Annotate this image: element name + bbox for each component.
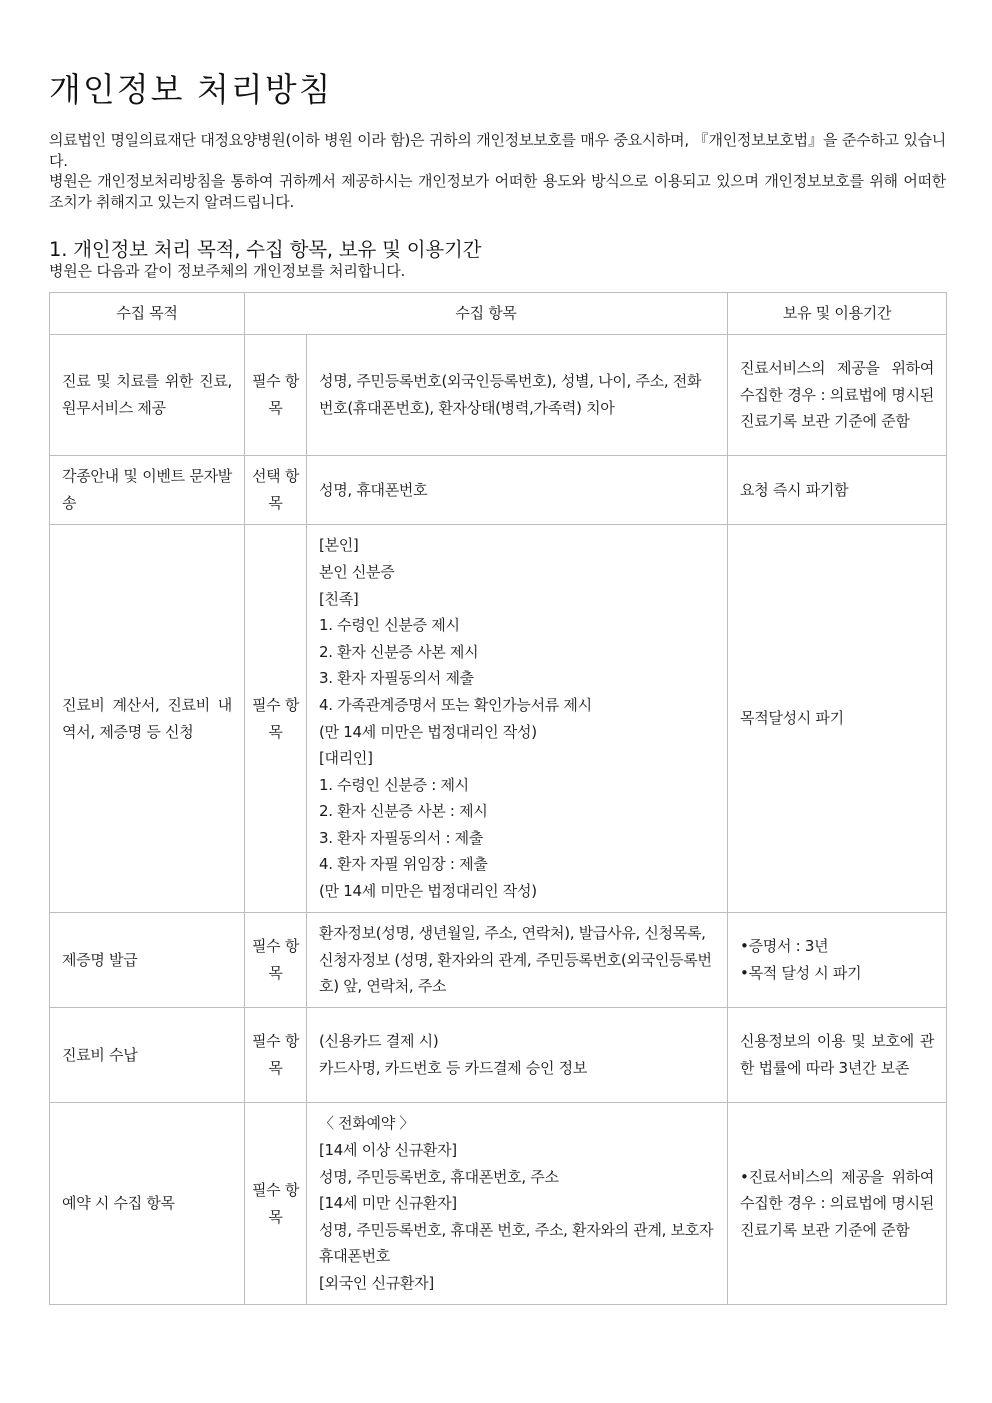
section-1-heading: 1. 개인정보 처리 목적, 수집 항목, 보유 및 이용기간	[49, 238, 482, 261]
section-1-description: 병원은 다음과 같이 정보주체의 개인정보를 처리합니다.	[49, 262, 406, 280]
personal-info-table	[49, 292, 947, 1305]
period-line: •목적 달성 시 파기	[740, 964, 862, 982]
period-cell: 신용정보의 이용 및 보호에 관한 법률에 따라 3년간 보존	[728, 1008, 947, 1103]
period-cell	[728, 913, 947, 1008]
purpose-cell: 예약 시 수집 항목	[50, 1103, 245, 1305]
period-line: •증명서 : 3년	[740, 937, 829, 956]
period-cell: 진료서비스의 제공을 위하여 수집한 경우 : 의료법에 명시된 진료기록 보관 기준에 준함	[728, 335, 947, 456]
item-line: (만 14세 미만은 법정대리인 작성)	[319, 882, 537, 901]
purpose-cell: 제증명 발급	[50, 913, 245, 1008]
item-line: 본인 신분증	[319, 562, 395, 581]
table-row	[50, 335, 947, 456]
kind-cell: 필수 항목	[245, 335, 307, 456]
item-line: [14세 미만 신규환자]	[319, 1194, 457, 1213]
item-line: 성명, 주민등록번호(외국인등록번호), 성별, 나이, 주소, 전화번호(휴대폰번호), 환자상태(병력,가족력) 치아	[319, 372, 702, 417]
item-line: 1. 수령인 신분증 제시	[319, 616, 460, 635]
item-line: 2. 환자 신분증 사본 : 제시	[319, 802, 488, 821]
item-line: 1. 수령인 신분증 : 제시	[319, 775, 469, 794]
table-row	[50, 1008, 947, 1103]
kind-cell: 선택 항목	[245, 456, 307, 525]
period-cell: •진료서비스의 제공을 위하여 수집한 경우 : 의료법에 명시된 진료기록 보관 기준에 준함	[728, 1103, 947, 1305]
item-line: 2. 환자 신분증 사본 제시	[319, 642, 479, 661]
items-cell	[307, 1008, 728, 1103]
item-line: 3. 환자 자필동의서 : 제출	[319, 828, 484, 847]
item-line: 환자정보(성명, 생년월일, 주소, 연락처), 발급사유, 신청목록, 신청자정보 (성명, 환자와의 관계, 주민등록번호(외국인등록번호) 앞, 연락처, 주소	[319, 924, 712, 996]
table-row	[50, 525, 947, 913]
item-line: [외국인 신규환자]	[319, 1273, 434, 1292]
item-line: (신용카드 결제 시)	[319, 1032, 439, 1051]
header-purpose: 수집 목적	[50, 293, 245, 335]
table-row	[50, 913, 947, 1008]
purpose-cell: 각종안내 및 이벤트 문자발송	[50, 456, 245, 525]
item-line: 성명, 휴대폰번호	[319, 480, 428, 499]
period-cell: 목적달성시 파기	[728, 525, 947, 913]
table-row	[50, 456, 947, 525]
item-line: 3. 환자 자필동의서 제출	[319, 669, 474, 688]
item-line: [대리인]	[319, 749, 373, 768]
table-header-row	[50, 293, 947, 335]
items-cell	[307, 1103, 728, 1305]
item-line: [친족]	[319, 589, 359, 608]
intro-paragraph-2: 병원은 개인정보처리방침을 통하여 귀하께서 제공하시는 개인정보가 어떠한 용도와 방식으로 이용되고 있으며 개인정보보호를 위해 어떠한 조치가 취해지고 있는지 알려드립니다.	[49, 172, 946, 211]
kind-cell: 필수 항목	[245, 913, 307, 1008]
item-line: 성명, 주민등록번호, 휴대폰 번호, 주소, 환자와의 관계, 보호자 휴대폰번호	[319, 1220, 714, 1266]
intro-paragraph-1: 의료법인 명일의료재단 대정요양병원(이하 병원 이라 함)은 귀하의 개인정보보호를 매우 중요시하며, 『개인정보보호법』을 준수하고 있습니다.	[49, 131, 946, 170]
page-title: 개인정보 처리방침	[49, 70, 333, 109]
purpose-cell: 진료 및 치료를 위한 진료,원무서비스 제공	[50, 335, 245, 456]
purpose-cell: 진료비 수납	[50, 1008, 245, 1103]
item-line: (만 14세 미만은 법정대리인 작성)	[319, 722, 537, 741]
kind-cell: 필수 항목	[245, 1103, 307, 1305]
item-line: 성명, 주민등록번호, 휴대폰번호, 주소	[319, 1167, 559, 1186]
table-row	[50, 1103, 947, 1305]
item-line: 카드사명, 카드번호 등 카드결제 승인 정보	[319, 1059, 588, 1077]
item-line: 4. 가족관계증명서 또는 확인가능서류 제시	[319, 695, 592, 714]
purpose-cell: 진료비 계산서, 진료비 내역서, 제증명 등 신청	[50, 525, 245, 913]
item-line: 〈 전화예약 〉	[319, 1114, 415, 1133]
item-line: [14세 이상 신규환자]	[319, 1141, 457, 1160]
header-items: 수집 항목	[245, 293, 728, 335]
header-period: 보유 및 이용기간	[728, 293, 947, 335]
intro-text	[49, 130, 946, 212]
items-cell	[307, 456, 728, 525]
items-cell	[307, 913, 728, 1008]
kind-cell: 필수 항목	[245, 525, 307, 913]
item-line: 4. 환자 자필 위임장 : 제출	[319, 855, 488, 874]
kind-cell: 필수 항목	[245, 1008, 307, 1103]
item-line: [본인]	[319, 536, 359, 555]
period-cell: 요청 즉시 파기함	[728, 456, 947, 525]
items-cell	[307, 525, 728, 913]
items-cell	[307, 335, 728, 456]
